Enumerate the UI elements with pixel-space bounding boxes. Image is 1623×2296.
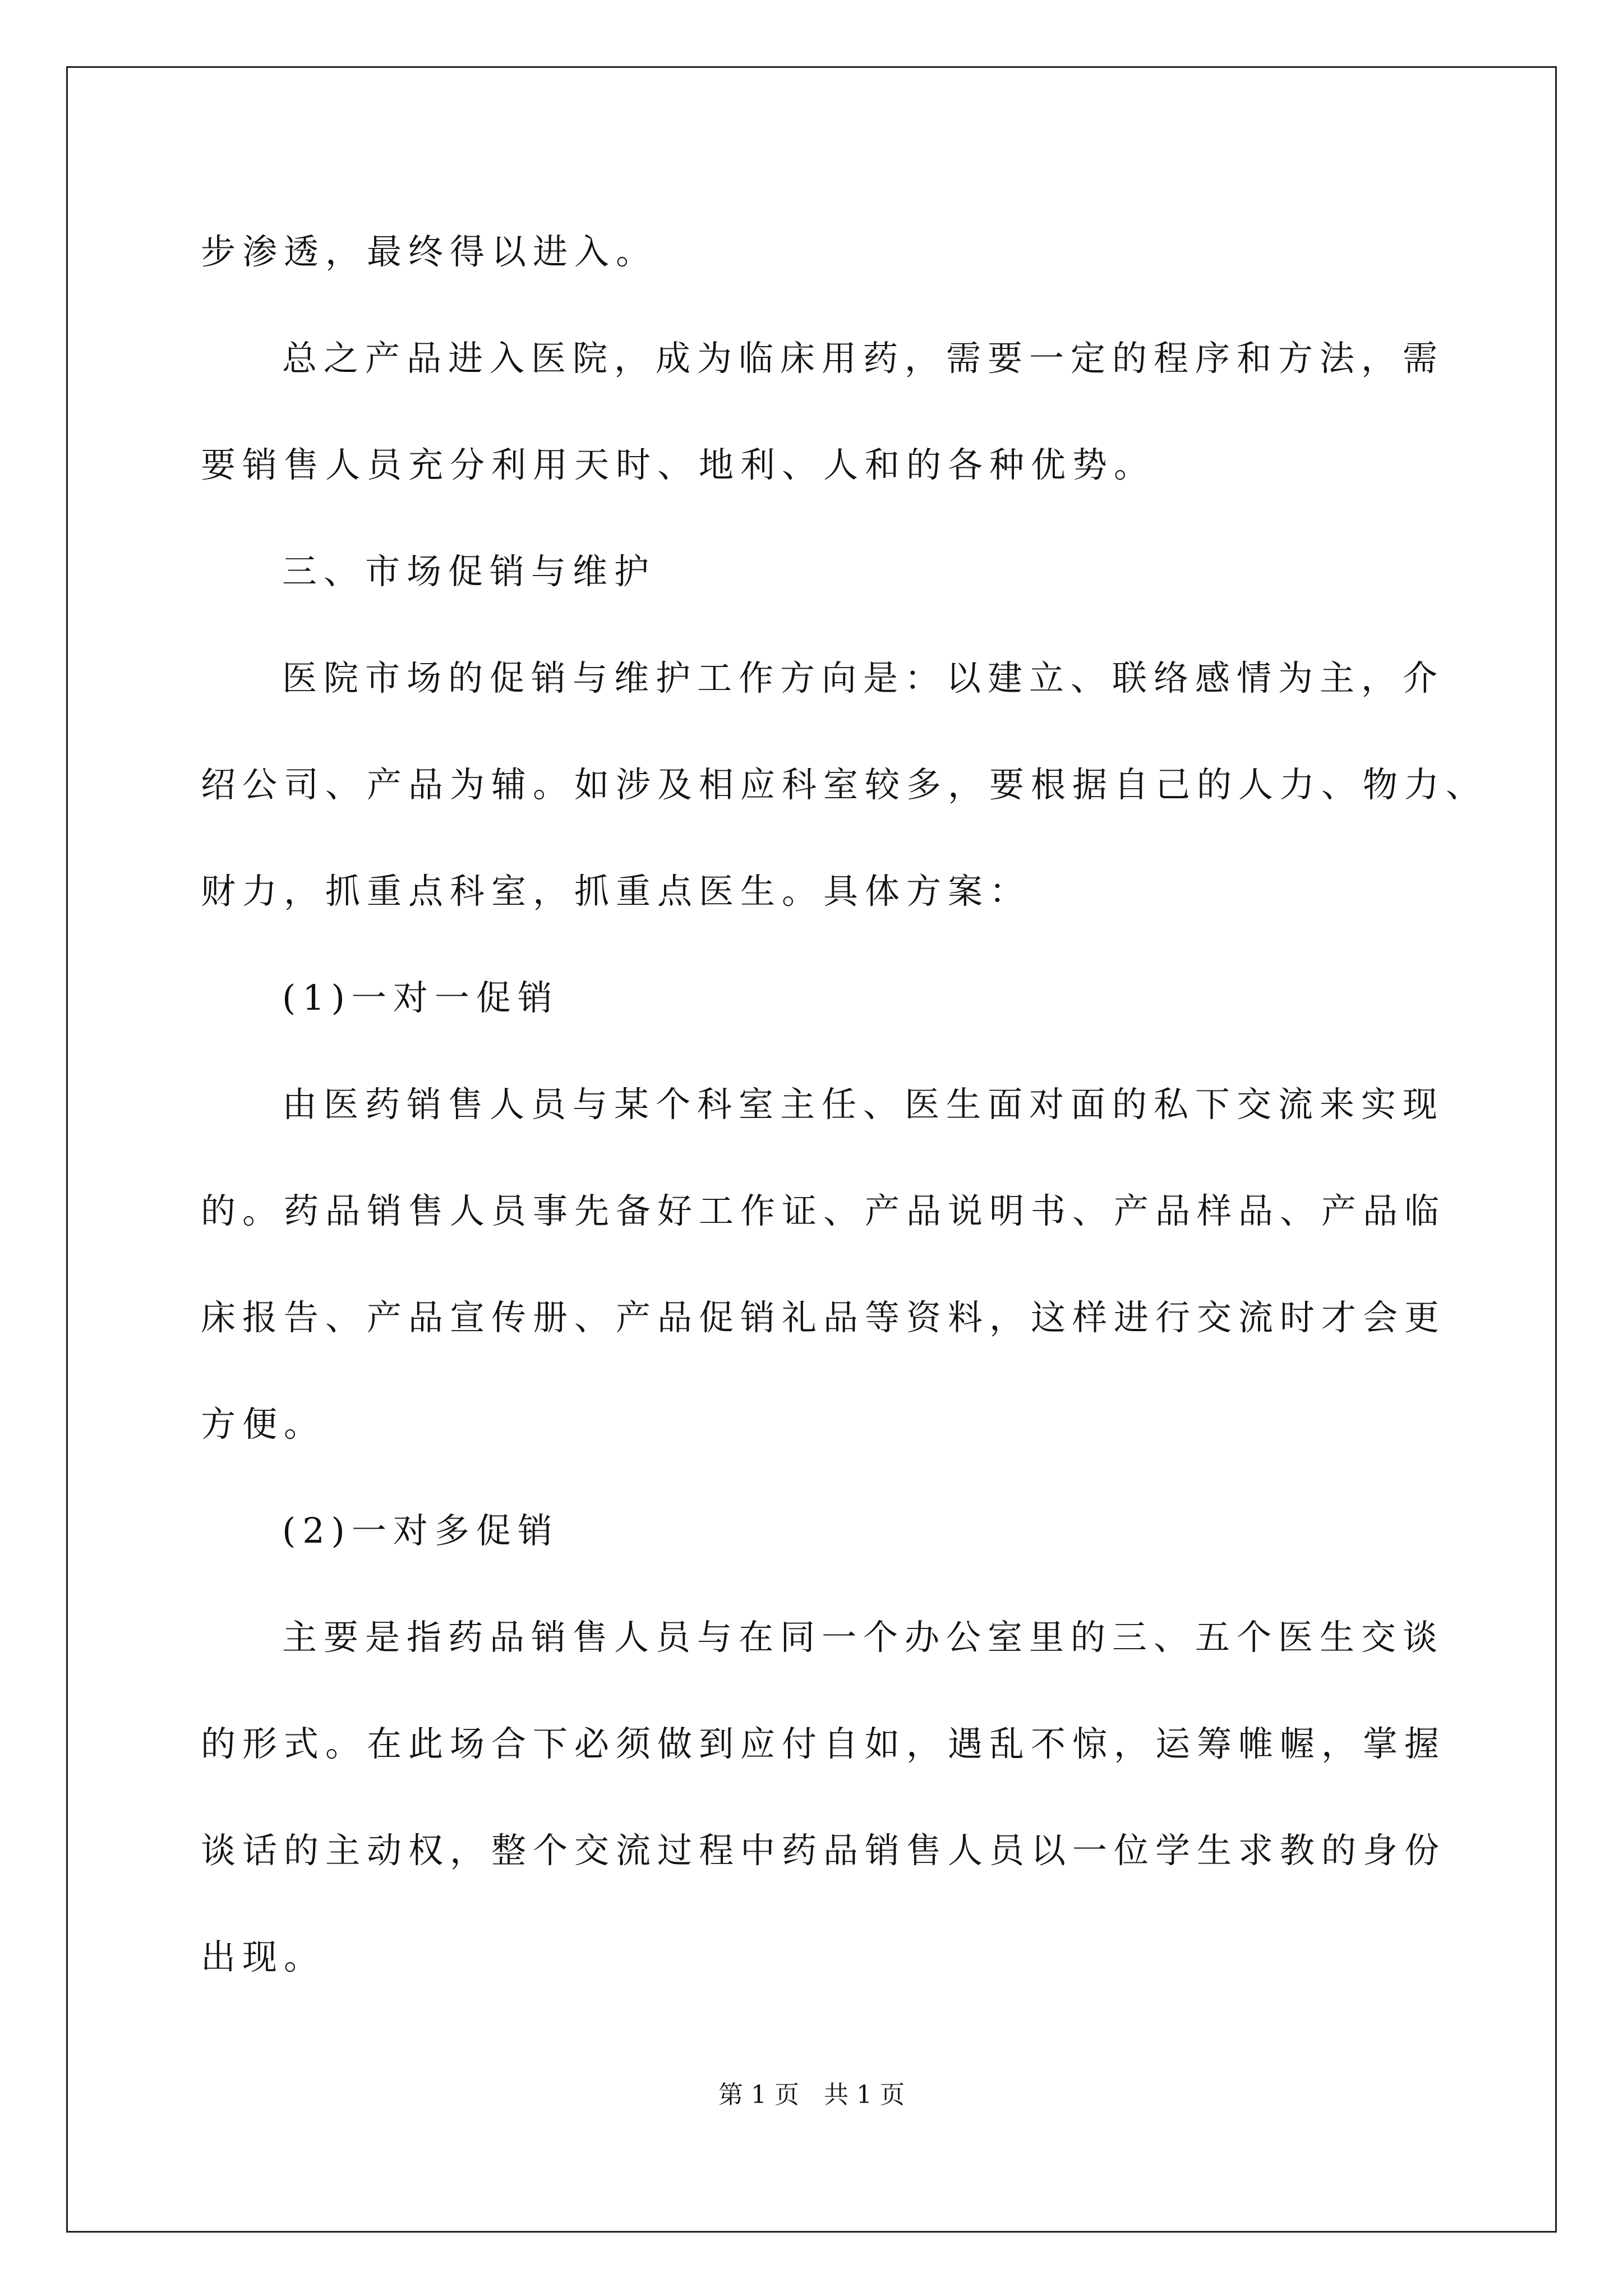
page-border bbox=[66, 66, 1557, 2233]
subsection-heading: (1)一对一促销 bbox=[282, 977, 559, 1018]
paragraph-line: 绍公司、产品为辅。如涉及相应科室较多，要根据自己的人力、物力、 bbox=[201, 764, 1488, 805]
paragraph-line: 的。药品销售人员事先备好工作证、产品说明书、产品样品、产品临 bbox=[201, 1190, 1446, 1231]
paragraph-line: 医院市场的促销与维护工作方向是：以建立、联络感情为主，介 bbox=[282, 657, 1445, 698]
paragraph-line: 方便。 bbox=[201, 1404, 326, 1444]
paragraph-line: 谈话的主动权，整个交流过程中药品销售人员以一位学生求教的身份 bbox=[201, 1830, 1446, 1871]
paragraph-line: 主要是指药品销售人员与在同一个办公室里的三、五个医生交谈 bbox=[282, 1617, 1445, 1658]
paragraph-line: 出现。 bbox=[201, 1936, 326, 1977]
section-heading: 三、市场促销与维护 bbox=[282, 551, 656, 592]
paragraph-line: 步渗透，最终得以进入。 bbox=[201, 231, 658, 272]
subsection-heading: (2)一对多促销 bbox=[282, 1510, 559, 1551]
paragraph-line: 财力，抓重点科室，抓重点医生。具体方案： bbox=[201, 871, 1031, 912]
paragraph-line: 要销售人员充分利用天时、地利、人和的各种优势。 bbox=[201, 444, 1156, 485]
page-number-footer: 第 1 页 共 1 页 bbox=[718, 2081, 905, 2109]
paragraph-line: 由医药销售人员与某个科室主任、医生面对面的私下交流来实现 bbox=[282, 1084, 1445, 1125]
paragraph-line: 床报告、产品宣传册、产品促销礼品等资料，这样进行交流时才会更 bbox=[201, 1297, 1446, 1338]
paragraph-line: 的形式。在此场合下必须做到应付自如，遇乱不惊，运筹帷幄，掌握 bbox=[201, 1723, 1446, 1764]
paragraph-line: 总之产品进入医院，成为临床用药，需要一定的程序和方法，需 bbox=[282, 338, 1445, 379]
